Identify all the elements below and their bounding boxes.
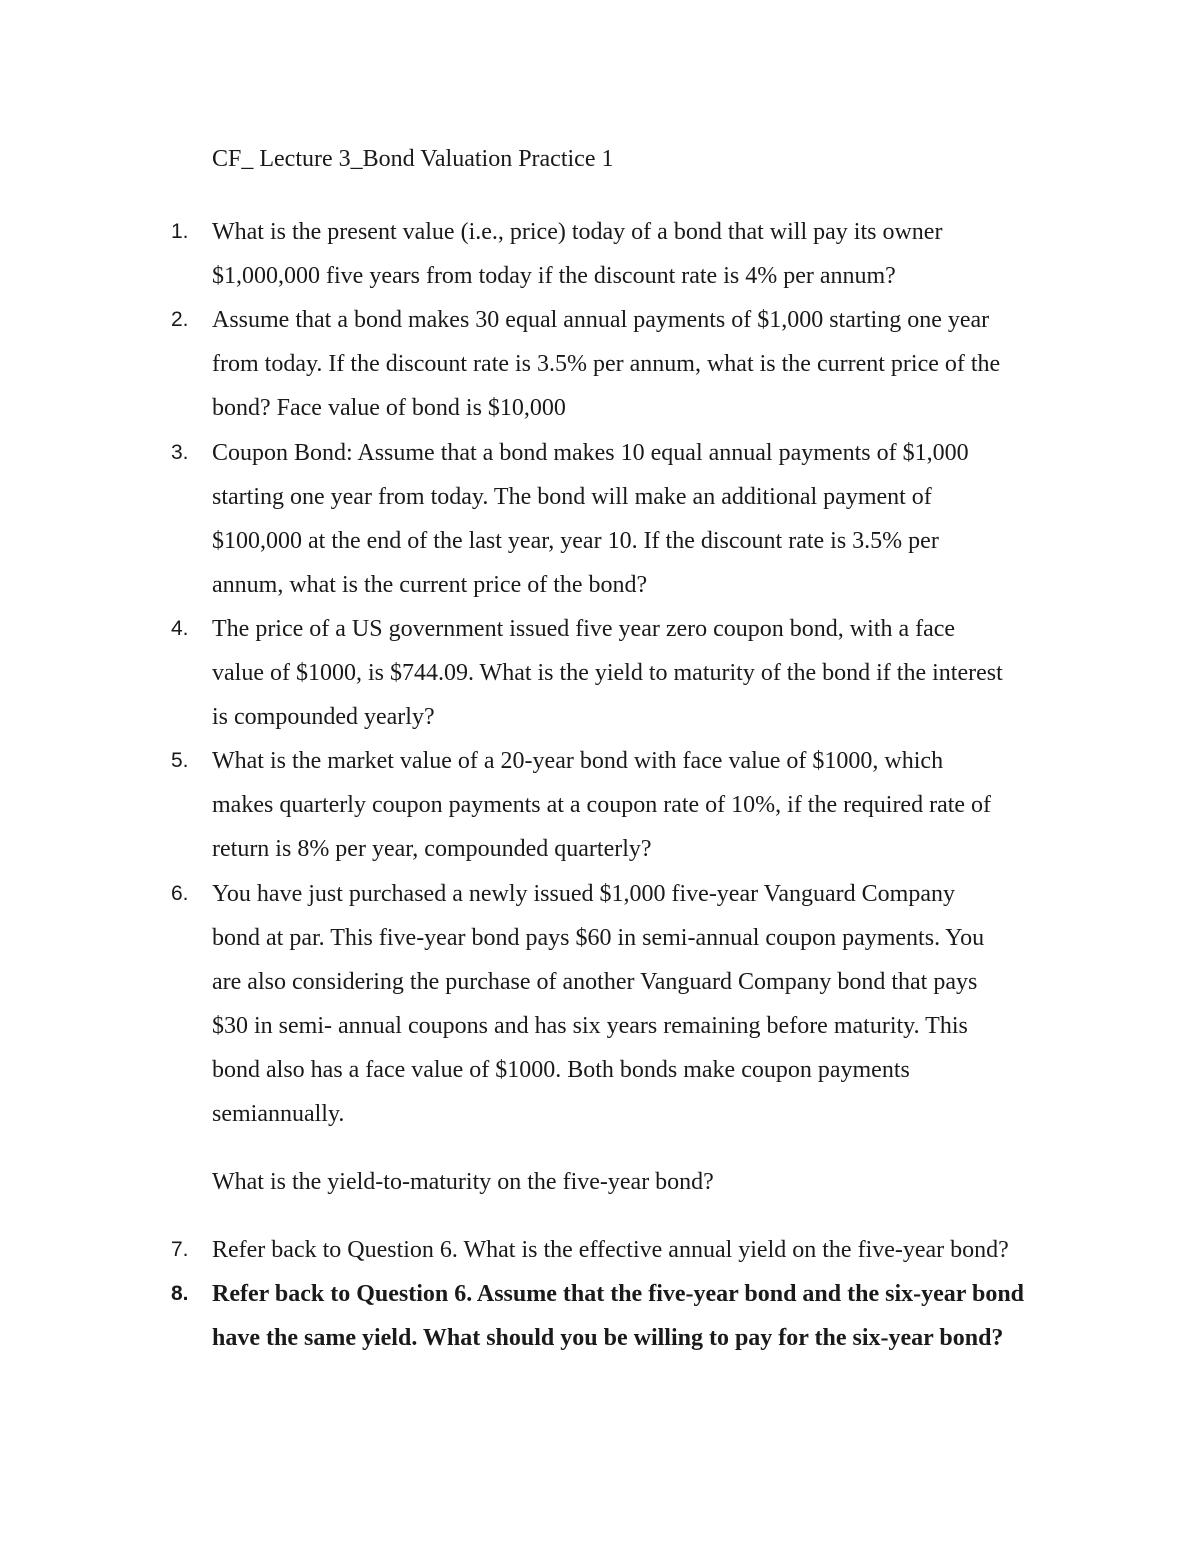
question-text-line: semiannually. <box>212 1101 345 1127</box>
question-text-line: return is 8% per year, compounded quarterly? <box>212 836 652 862</box>
question-number: 4. <box>171 617 189 640</box>
question-text-line: What is the market value of a 20-year bond with face value of $1000, which <box>212 748 944 774</box>
question-text-line: What is the present value (i.e., price) today of a bond that will pay its owner <box>212 219 943 245</box>
question-text-line: value of $1000, is $744.09. What is the yield to maturity of the bond if the interest <box>212 660 1003 686</box>
question-text-line: Coupon Bond: Assume that a bond makes 10 equal annual payments of $1,000 <box>212 440 969 466</box>
question-text-line: $30 in semi- annual coupons and has six years remaining before maturity. This <box>212 1013 968 1039</box>
question-text-line: are also considering the purchase of another Vanguard Company bond that pays <box>212 969 978 995</box>
question-text-line: is compounded yearly? <box>212 704 435 730</box>
question-number: 7. <box>171 1238 189 1261</box>
question-text-line: Refer back to Question 6. What is the effective annual yield on the five-year bond? <box>212 1237 1009 1263</box>
question-text-line: makes quarterly coupon payments at a coupon rate of 10%, if the required rate of <box>212 792 992 818</box>
question-text-line: $1,000,000 five years from today if the discount rate is 4% per annum? <box>212 263 896 289</box>
question-text-line: bond also has a face value of $1000. Both bonds make coupon payments <box>212 1057 910 1083</box>
question-number: 6. <box>171 882 189 905</box>
question-number: 1. <box>171 220 189 243</box>
sub-question: What is the yield-to-maturity on the five-year bond? <box>212 1169 714 1195</box>
question-text-line: starting one year from today. The bond will make an additional payment of <box>212 484 932 510</box>
question-text-line: Refer back to Question 6. Assume that the five-year bond and the six-year bond <box>212 1281 1025 1307</box>
question-text-line: have the same yield. What should you be willing to pay for the six-year bond? <box>212 1325 1004 1351</box>
question-text-line: Assume that a bond makes 30 equal annual payments of $1,000 starting one year <box>212 307 990 333</box>
question-text-line: bond? Face value of bond is $10,000 <box>212 395 566 421</box>
question-number: 3. <box>171 441 189 464</box>
question-text-line: bond at par. This five-year bond pays $60 in semi-annual coupon payments. You <box>212 925 985 951</box>
question-text-line: annum, what is the current price of the bond? <box>212 572 648 598</box>
question-text-line: from today. If the discount rate is 3.5% per annum, what is the current price of the <box>212 351 1001 377</box>
question-number: 8. <box>171 1282 189 1305</box>
question-number: 5. <box>171 749 189 772</box>
document-title: CF_ Lecture 3_Bond Valuation Practice 1 <box>212 146 614 172</box>
question-text-line: The price of a US government issued five year zero coupon bond, with a face <box>212 616 956 642</box>
question-text-line: You have just purchased a newly issued $1,000 five-year Vanguard Company <box>212 881 955 907</box>
question-number: 2. <box>171 308 189 331</box>
question-text-line: $100,000 at the end of the last year, year 10. If the discount rate is 3.5% per <box>212 528 939 554</box>
